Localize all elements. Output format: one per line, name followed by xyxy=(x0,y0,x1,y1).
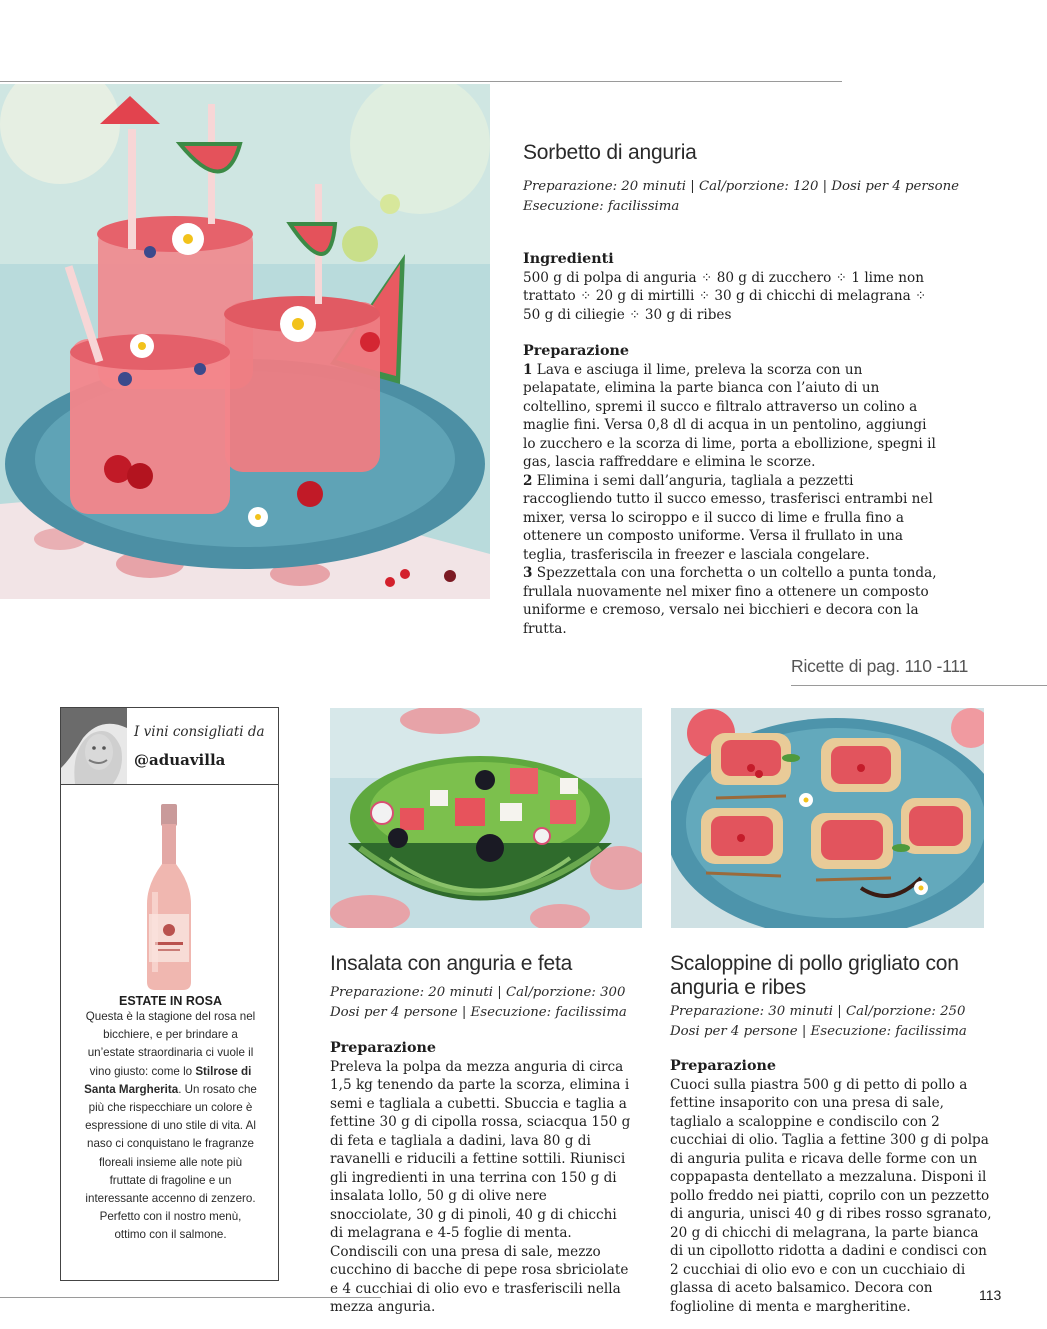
wine-box-intro: I vini consigliati da xyxy=(134,724,265,740)
recipe-1-meta xyxy=(523,177,959,216)
author-avatar xyxy=(61,708,127,784)
recipe-2-preparation-heading: Preparazione xyxy=(330,1040,437,1056)
wine-box-text xyxy=(83,1008,258,1245)
recipe-1-ingredients xyxy=(523,250,943,324)
recipe-3-title: Scaloppine di pollo grigliato con anguria e ribes xyxy=(670,952,959,999)
recipe-3-preparation xyxy=(670,1057,992,1316)
recipe-3-preparation-heading: Preparazione xyxy=(670,1058,777,1074)
sorbet-photo xyxy=(0,84,490,599)
recipe-2-meta-line-1: Preparazione: 20 minuti | Cal/porzione: 300 xyxy=(330,985,626,1000)
salad-photo xyxy=(330,708,642,928)
recipe-3-preparation-text: Cuoci sulla piastra 500 g di petto di pollo a fettine insaporito con una presa di sale, taglialo a scaloppine e condiscilo con 2 cucchiai di olio. Taglia a fettine 300 g di polpa di anguria pulita e ricava delle forme con un coppapasta dentellato a mezzaluna. Disponi il pollo freddo nei piatti, coprilo con un pezzetto di anguria, unisci 40 g di ribes rosso sgranato, 20 g di chicchi di melagrana, la parte bianca di un cipollotto ridotta a dadini e condisci con 2 cucchiai di olio evo e con un cucchiaio di glassa di aceto balsamico. Decora con foglioline di menta e margheritine. xyxy=(670,1076,992,1315)
step-1-number: 1 xyxy=(523,361,533,378)
page-number: 113 xyxy=(979,1287,1002,1303)
step-3-number: 3 xyxy=(523,565,533,581)
step-2-text: Elimina i semi dall’anguria, tagliala a pezzetti raccogliendo tutto il succo emesso, trasferisci entrambi nel mixer, versa lo sciroppo e il succo di lime e frulla fino a ottenere un composto uniforme. Versa il frullato in una teglia, trasferiscila in freezer e lasciala congelare. xyxy=(523,472,933,563)
section-rule xyxy=(791,685,1047,686)
recipe-2-preparation-text: Preleva la polpa da mezza anguria di circa 1,5 kg tenendo da parte la scorza, elimina i semi e tagliala a cubetti. Sbuccia e taglia a fettine 30 g di cipolla rossa, sciacqua 150 g di feta e tagliala a dadini, lava 80 g di ravanelli e riducili a fettine sottili. Riunisci gli ingredienti in una terrina con 150 g di insalata lollo, 50 g di olive nere snocciolate, 30 g di pinoli, 40 g di chicchi di melagrana e 4-5 foglie di menta. Condiscili con una presa di sale, mezzo cucchino di bacche di pepe rosa sbriciolate e 4 cucchiai di olio evo e trasferiscili nella mezza anguria. xyxy=(330,1058,631,1315)
recipe-1-title: Sorbetto di anguria xyxy=(523,141,697,164)
wine-box-header xyxy=(61,708,278,785)
recipe-3-meta xyxy=(670,1002,967,1041)
section-reference: Ricette di pag. 110 -111 xyxy=(791,656,969,676)
step-1-text: Lava e asciuga il lime, preleva la scorza con un pelapatate, elimina la parte bianca con l’aiuto di un coltellino, spremi il succo e filtralo attraverso un colino a maglie fini. Versa 0,8 dl di acqua in un pentolino, aggiungi lo zucchero e la scorza di lime, porta a ebollizione, spegni il gas, lascia raffreddare e elimina le scorze. xyxy=(523,361,936,470)
step-1 xyxy=(523,361,941,472)
step-3 xyxy=(523,564,941,638)
recipe-1-meta-line-1: Preparazione: 20 minuti | Cal/porzione: 120 | Dosi per 4 persone xyxy=(523,179,960,194)
chicken-photo xyxy=(671,708,984,928)
wine-text-after: . Un rosato che più che rispecchiare un colore è espressione di uno stile di vita. Al naso ci conquistano le fragranze floreali insieme alle note più fruttate di fragoline e un interessante accenno di zenzero. Perfetto con il nostro menù, ottimo con il salmone. xyxy=(85,1082,257,1242)
wine-bottle-image xyxy=(139,804,199,990)
wine-recommendation-box xyxy=(60,707,279,1281)
top-rule xyxy=(0,81,842,82)
ingredients-text: 500 g di polpa di anguria ⁘ 80 g di zucchero ⁘ 1 lime non trattato ⁘ 20 g di mirtilli ⁘ 30 g di chicchi di melagrana ⁘ 50 g di ciliegie ⁘ 30 g di ribes xyxy=(523,269,927,323)
recipe-3-meta-line-1: Preparazione: 30 minuti | Cal/porzione: 250 xyxy=(670,1004,966,1019)
recipe-2-preparation xyxy=(330,1039,632,1317)
preparation-heading: Preparazione xyxy=(523,343,630,359)
ingredients-heading: Ingredienti xyxy=(523,251,614,267)
recipe-2-title: Insalata con anguria e feta xyxy=(330,952,573,975)
step-2 xyxy=(523,472,941,565)
bottom-rule xyxy=(0,1297,381,1298)
recipe-1-meta-line-2: Esecuzione: facilissima xyxy=(523,198,680,214)
recipe-3-meta-line-2: Dosi per 4 persone | Esecuzione: facilissima xyxy=(670,1023,967,1039)
wine-box-title: ESTATE IN ROSA xyxy=(118,994,222,1008)
step-3-text: Spezzettala con una forchetta o un coltello a punta tonda, frullala nuovamente nel mixer fino a ottenere un composto uniforme e cremoso, versalo nei bicchieri e decora con la frutta. xyxy=(523,565,937,637)
recipe-1-preparation xyxy=(523,342,941,638)
wine-name: Stilrose di Santa Margherita xyxy=(84,1064,252,1096)
recipe-2-meta xyxy=(330,983,627,1022)
wine-text-before: Questa è la stagione del rosa nel bicchiere, e per brindare a un’estate straordinaria ci vuole il vino giusto: come lo xyxy=(85,1010,256,1078)
author-handle: @aduavilla xyxy=(134,751,226,769)
recipe-2-meta-line-2: Dosi per 4 persone | Esecuzione: facilissima xyxy=(330,1004,627,1020)
step-2-number: 2 xyxy=(523,472,533,489)
